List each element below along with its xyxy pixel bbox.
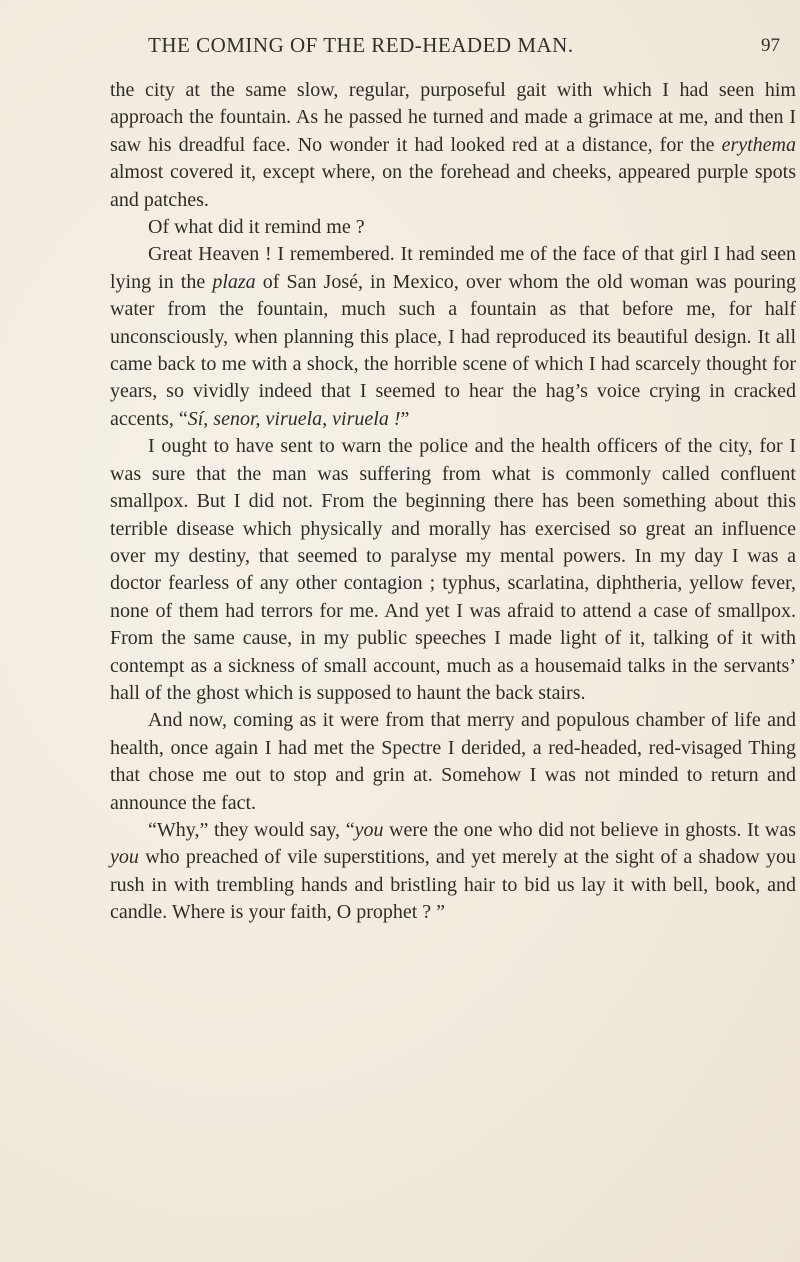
body-text xyxy=(110,77,796,927)
page-number: 97 xyxy=(761,35,780,56)
paragraph: Great Heaven ! I remembered. It reminded me of the face of that girl I had seen lying in the plaza of San José, in Mexico, over whom the old woman was pouring water from the fountain, much such a fountain as that before me, for half unconsciously, when planning this place, I had reproduced its beautiful design. It all came back to me with a shock, the horrible scene of which I had scarcely thought for years, so vividly indeed that I seemed to hear the hag’s voice crying in cracked accents, “Sí, senor, viruela, viruela !” xyxy=(110,243,797,430)
running-title: THE COMING OF THE RED-HEADED MAN. xyxy=(148,33,574,57)
running-header xyxy=(0,33,800,61)
paragraph: the city at the same slow, regular, purposeful gait with which I had seen him approach the fountain. As he passed he turned and made a grimace at me, and then I saw his dreadful face. No wonder it had looked red at a distance, for the erythema almost covered it, except where, on the forehead and cheeks, appeared purple spots and patches. xyxy=(110,79,796,211)
paragraph: And now, coming as it were from that merry and populous chamber of life and health, once again I had met the Spectre I derided, a red-headed, red-visaged Thing that chose me out to stop and grin at. Somehow I was not minded to return and announce the fact. xyxy=(110,709,796,814)
paragraph: I ought to have sent to warn the police and the health officers of the city, for I was sure that the man was suffering from what is commonly called confluent smallpox. But I did not. From the beginning there has been something about this terrible disease which physically and morally has exercised so great an influence over my destiny, that seemed to paralyse my mental powers. In my day I was a doctor fearless of any other contagion ; typhus, scarlatina, diphtheria, yellow fever, none of them had terrors for me. And yet I was afraid to attend a case of smallpox. From the same cause, in my public speeches I made light of it, talking of it with contempt as a sickness of small account, much as a housemaid talks in the servants’ hall of the ghost which is supposed to haunt the back stairs. xyxy=(110,435,796,704)
paragraph: “Why,” they would say, “you were the one who did not believe in ghosts. It was you who preached of vile superstitions, and yet merely at the sight of a shadow you rush in with trembling hands and bristling hair to bid us lay it with bell, book, and candle. Where is your faith, O prophet ? ” xyxy=(110,818,796,924)
paragraph: Of what did it remind me ? xyxy=(148,216,365,239)
